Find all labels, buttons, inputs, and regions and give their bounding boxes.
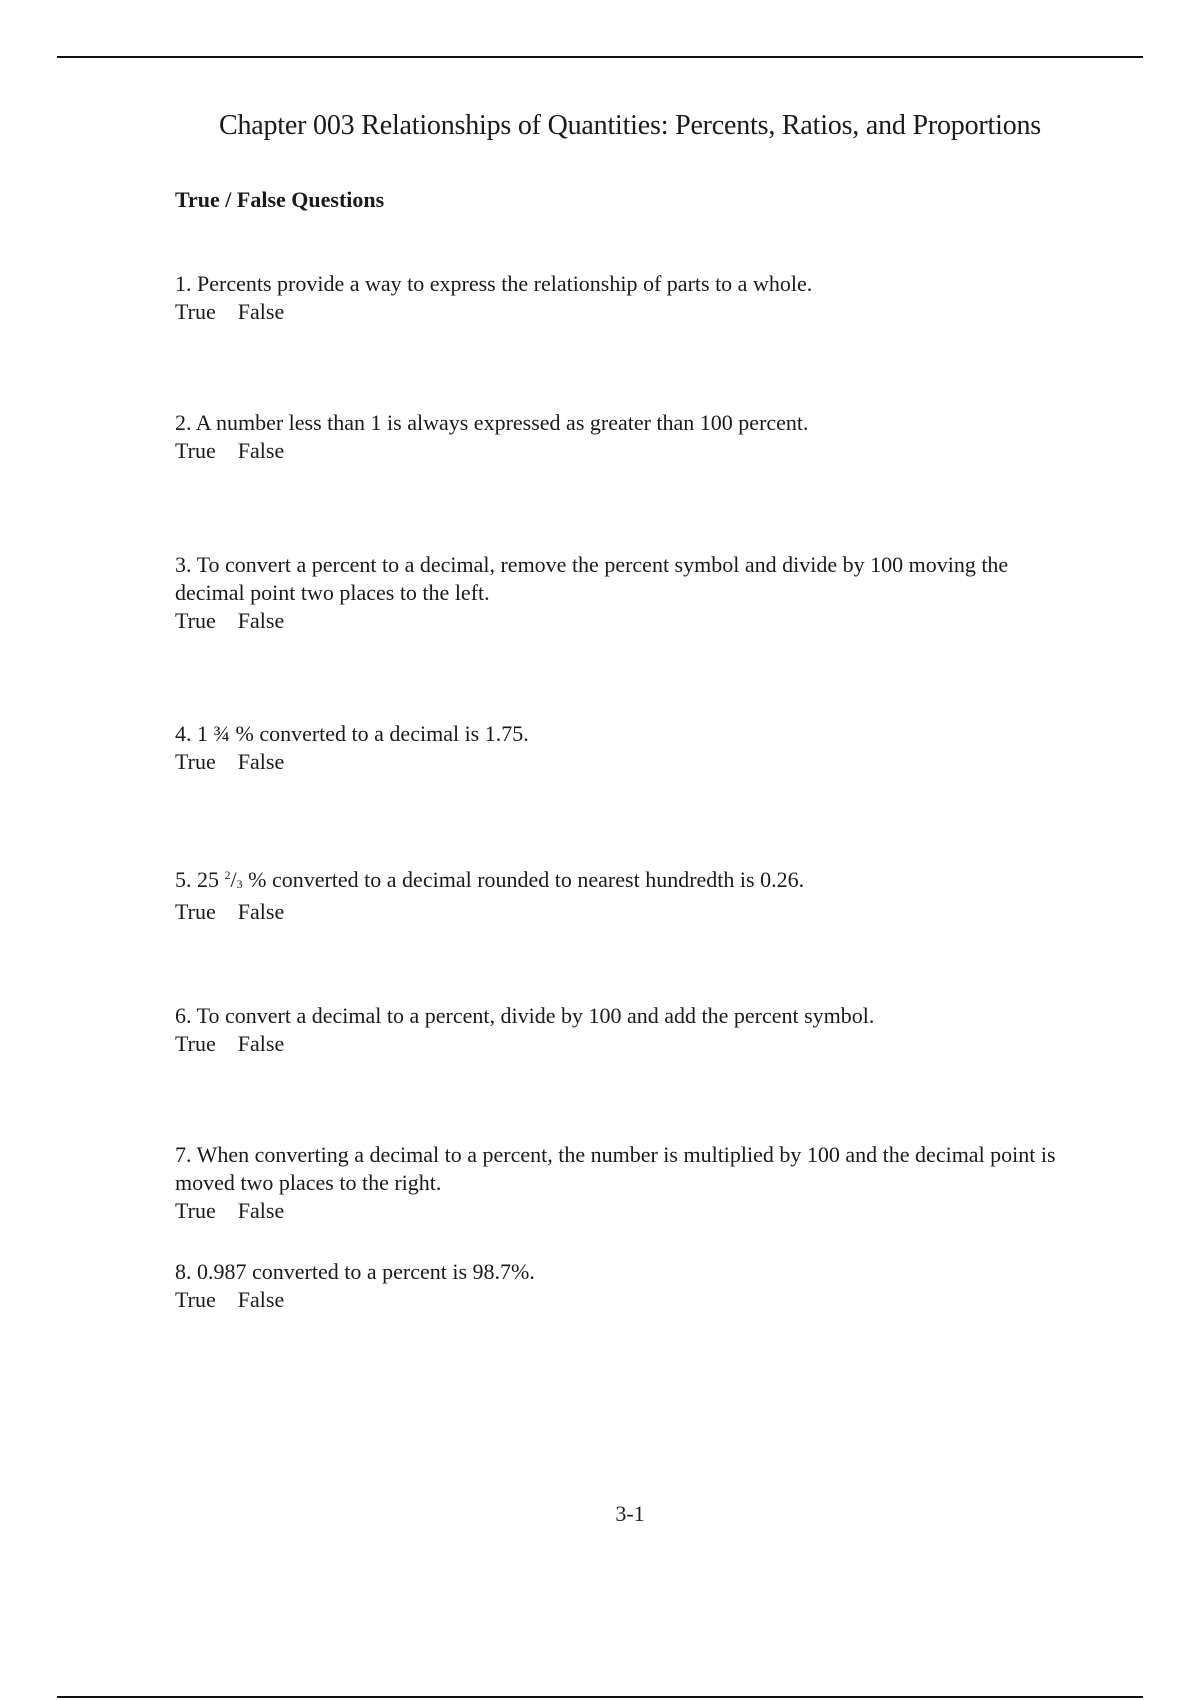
question-5-fraction-denominator: 3 [236, 877, 243, 891]
question-6-false[interactable]: False [237, 1031, 285, 1056]
question-5 [175, 861, 1075, 926]
question-5-choices [175, 898, 1075, 926]
question-4-text: 4. 1 ¾ % converted to a decimal is 1.75. [175, 721, 529, 746]
question-7-choices [175, 1197, 1075, 1225]
question-8 [175, 1258, 1075, 1314]
question-2-true[interactable]: True [175, 438, 216, 463]
question-3-text: 3. To convert a percent to a decimal, remove the percent symbol and divide by 100 moving the decimal point two places to the left. [175, 552, 1014, 605]
question-8-text: 8. 0.987 converted to a percent is 98.7%. [175, 1259, 535, 1284]
question-6 [175, 1002, 1075, 1058]
chapter-title: Chapter 003 Relationships of Quantities: Percents, Ratios, and Proportions [219, 110, 1041, 141]
top-rule [57, 56, 1143, 58]
question-6-choices [175, 1030, 1075, 1058]
question-8-false[interactable]: False [237, 1287, 285, 1312]
question-6-true[interactable]: True [175, 1031, 216, 1056]
section-heading: True / False Questions [175, 187, 385, 212]
question-4-false[interactable]: False [237, 749, 285, 774]
question-5-text-suffix: % converted to a decimal rounded to nearest hundredth is 0.26. [242, 867, 805, 892]
question-7-true[interactable]: True [175, 1198, 216, 1223]
question-7-text: 7. When converting a decimal to a percent, the number is multiplied by 100 and the decimal point is moved two places to the right. [175, 1142, 1062, 1195]
question-2-choices [175, 437, 1075, 465]
bottom-rule [57, 1696, 1143, 1698]
question-8-choices [175, 1286, 1075, 1314]
question-4-true[interactable]: True [175, 749, 216, 774]
question-1-true[interactable]: True [175, 299, 216, 324]
question-4-choices [175, 748, 1075, 776]
question-1-text: 1. Percents provide a way to express the relationship of parts to a whole. [175, 271, 813, 296]
question-6-text: 6. To convert a decimal to a percent, divide by 100 and add the percent symbol. [175, 1003, 875, 1028]
question-3-choices [175, 607, 1075, 635]
question-5-false[interactable]: False [237, 899, 285, 924]
question-7 [175, 1141, 1075, 1225]
question-5-text [175, 861, 1075, 898]
question-2 [175, 409, 1075, 465]
question-5-fraction-slash: / [230, 867, 237, 892]
question-5-text-prefix: 5. 25 [175, 867, 225, 892]
question-4 [175, 720, 1075, 776]
question-1-false[interactable]: False [237, 299, 285, 324]
question-3 [175, 551, 1075, 635]
question-8-true[interactable]: True [175, 1287, 216, 1312]
question-7-false[interactable]: False [237, 1198, 285, 1223]
question-2-text: 2. A number less than 1 is always expressed as greater than 100 percent. [175, 410, 809, 435]
question-2-false[interactable]: False [237, 438, 285, 463]
question-1-choices [175, 298, 1075, 326]
question-3-true[interactable]: True [175, 608, 216, 633]
question-1 [175, 270, 1075, 326]
question-5-true[interactable]: True [175, 899, 216, 924]
page-number: 3-1 [615, 1501, 645, 1526]
question-5-fraction-numerator: 2 [224, 868, 231, 882]
question-3-false[interactable]: False [237, 608, 285, 633]
